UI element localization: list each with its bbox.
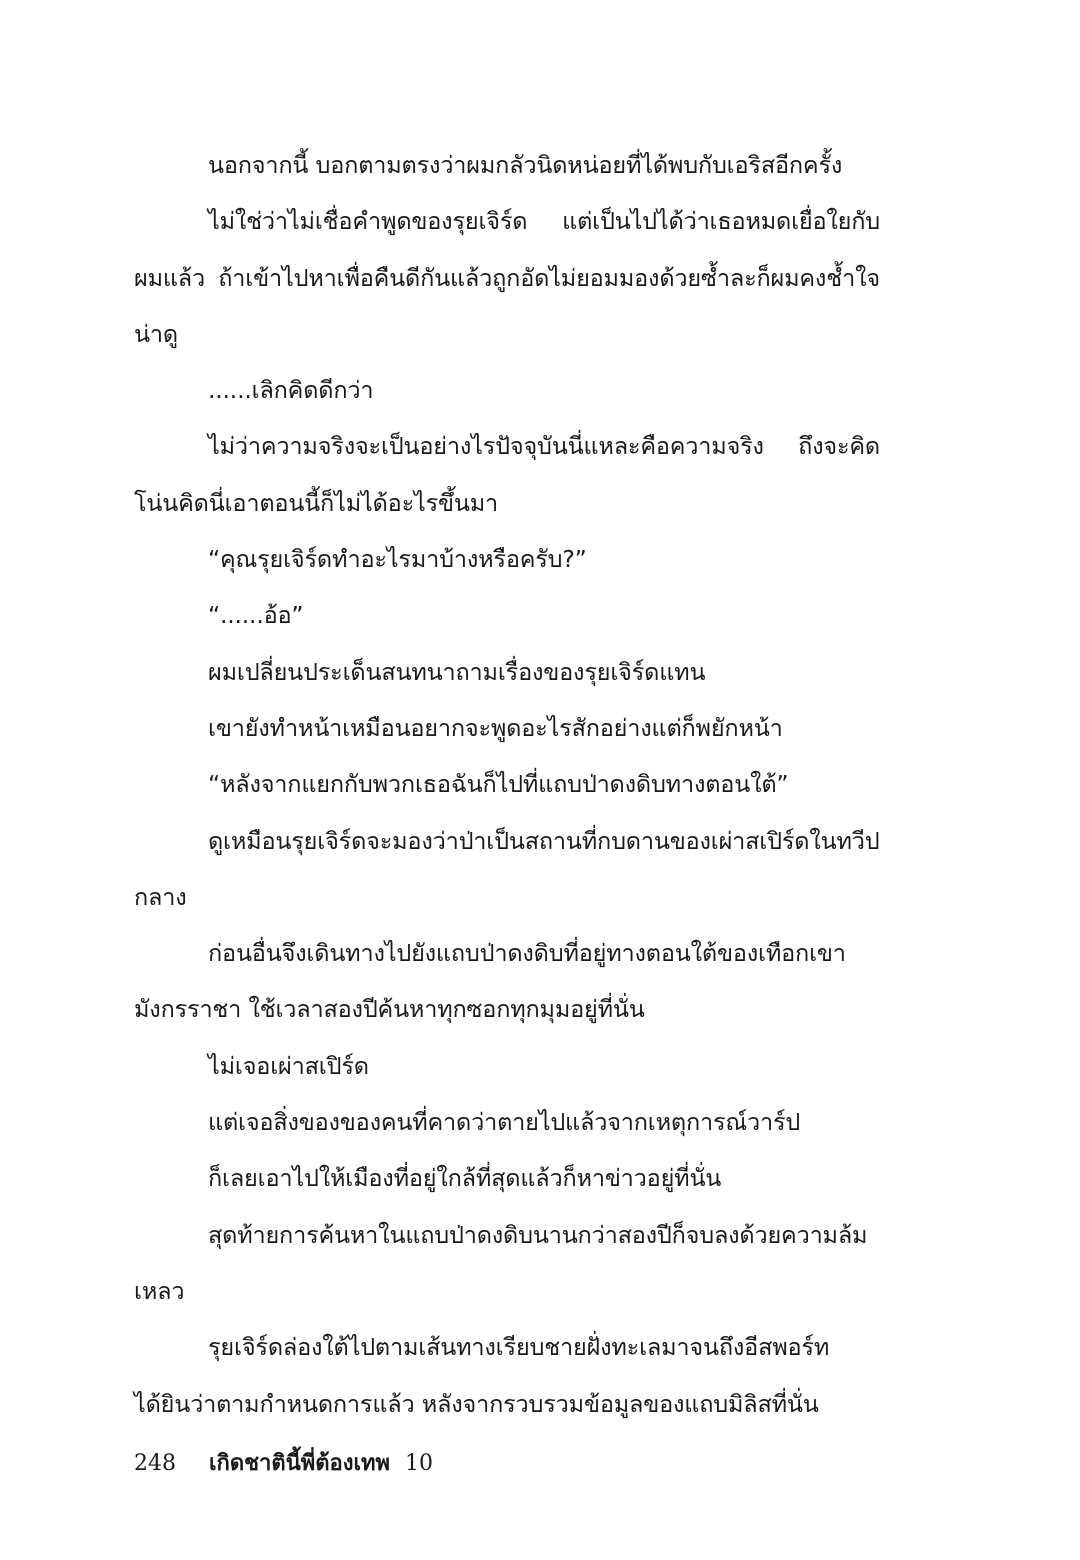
paragraph: ไม่เจอเผ่าสเปิร์ด <box>208 1051 369 1080</box>
dialogue-line: “หลังจากแยกกับพวกเธอฉันก็ไปที่แถบป่าดงดิบทางตอนใต้” <box>208 770 789 799</box>
paragraph: ดูเหมือนรุยเจิร์ดจะมองว่าป่าเป็นสถานที่กบดานของเผ่าสเปิร์ดในทวีปกลาง <box>134 826 880 911</box>
paragraph: เขายังทำหน้าเหมือนอยากจะพูดอะไรสักอย่างแต่ก็พยักหน้า <box>208 713 783 742</box>
paragraph: ไม่ใช่ว่าไม่เชื่อคำพูดของรุยเจิร์ด แต่เป็นไปได้ว่าเธอหมดเยื่อใยกับผมแล้ว ถ้าเข้าไปหาเพื่อคืนดีกันแล้วถูกอัดไม่ยอมมองด้วยซ้ำละก็ผมคงช้ำใจน่าดู <box>134 207 880 348</box>
body-text <box>134 137 880 1432</box>
paragraph: สุดท้ายการค้นหาในแถบป่าดงดิบนานกว่าสองปีก็จบลงด้วยความล้มเหลว <box>134 1220 868 1305</box>
page-footer <box>134 1448 433 1479</box>
paragraph: ก็เลยเอาไปให้เมืองที่อยู่ใกล้ที่สุดแล้วก็หาข่าวอยู่ที่นั่น <box>208 1164 722 1193</box>
paragraph: นอกจากนี้ บอกตามตรงว่าผมกลัวนิดหน่อยที่ได้พบกับเอริสอีกครั้ง <box>208 151 843 179</box>
paragraph: แต่เจอสิ่งของของคนที่คาดว่าตายไปแล้วจากเหตุการณ์วาร์ป <box>208 1108 801 1137</box>
paragraph: ก่อนอื่นจึงเดินทางไปยังแถบป่าดงดิบที่อยู่ทางตอนใต้ของเทือกเขามังกรราชา ใช้เวลาสองปีค้นหาทุกซอกทุกมุมอยู่ที่นั่น <box>134 939 846 1024</box>
paragraph: ......เลิกคิดดีกว่า <box>208 376 374 405</box>
paragraph: รุยเจิร์ดล่องใต้ไปตามเส้นทางเรียบชายฝั่งทะเลมาจนถึงอีสพอร์ทได้ยินว่าตามกำหนดการแล้ว หลังจากรวบรวมข้อมูลของแถบมิลิสที่นั่น <box>134 1333 830 1418</box>
volume-number: 10 <box>405 1451 434 1476</box>
dialogue-line: “คุณรุยเจิร์ดทำอะไรมาบ้างหรือครับ?” <box>208 545 587 574</box>
book-title: เกิดชาตินี้พี่ต้องเทพ <box>209 1450 391 1476</box>
page-number: 248 <box>134 1451 176 1476</box>
paragraph: ผมเปลี่ยนประเด็นสนทนาถามเรื่องของรุยเจิร์ดแทน <box>208 657 706 686</box>
dialogue-line: “......อ้อ” <box>208 601 304 630</box>
paragraph: ไม่ว่าความจริงจะเป็นอย่างไรปัจจุบันนี่แหละคือความจริง ถึงจะคิดโน่นคิดนี่เอาตอนนี้ก็ไม่ได้อะไรขึ้นมา <box>134 432 880 517</box>
